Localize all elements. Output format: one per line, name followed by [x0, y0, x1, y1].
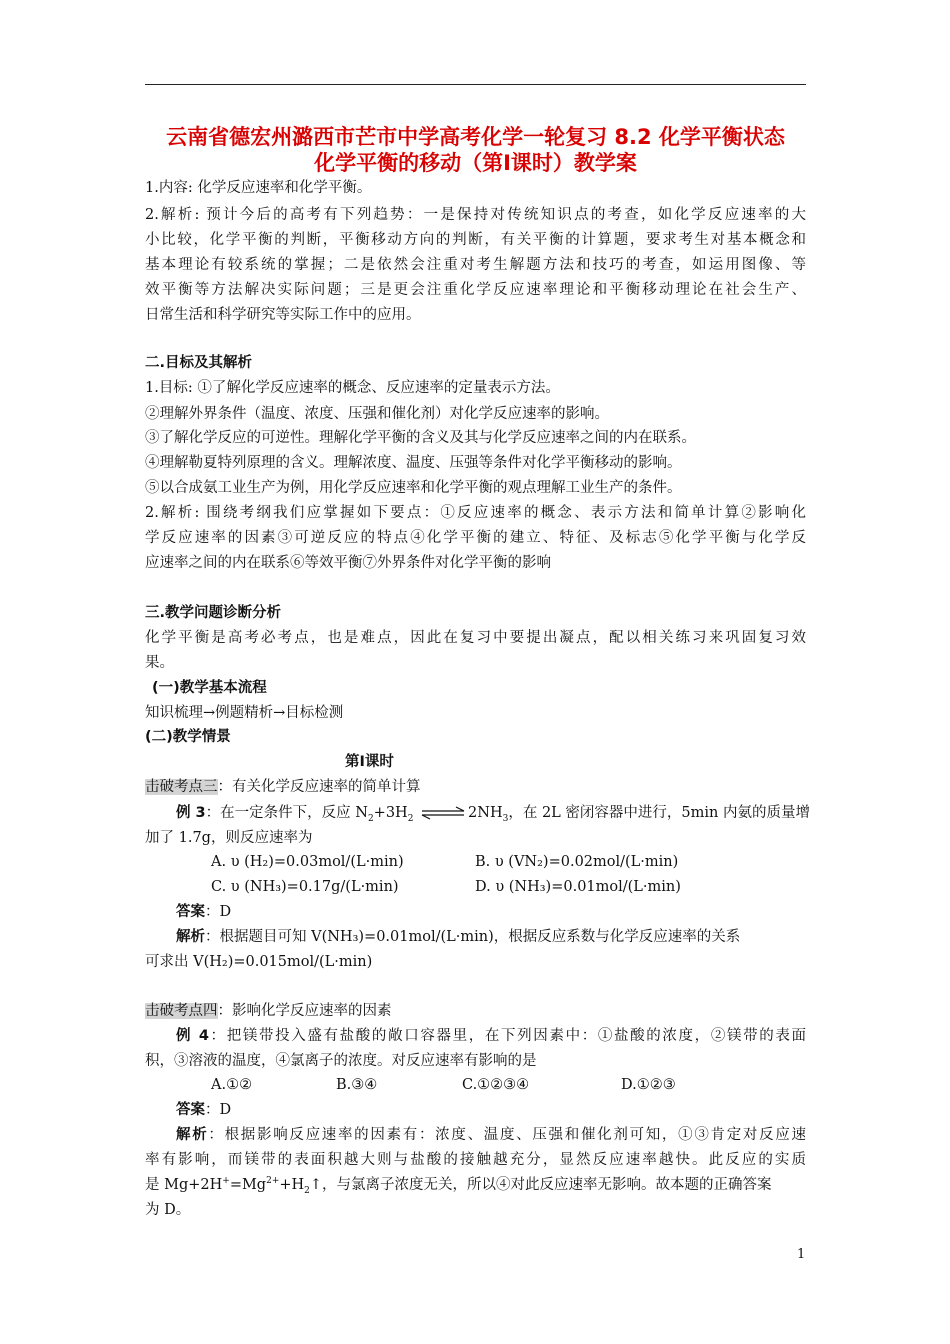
example4-question-cont: 积，③溶液的温度，④氯离子的浓度。对反应速率有影响的是: [145, 1053, 537, 1069]
flow-line: 知识梳理→例题精析→目标检测: [145, 705, 344, 721]
example4-answer: 答案：D: [176, 1102, 232, 1118]
diagnosis-line: 果。: [145, 655, 174, 671]
analysis-line: 2.解析: 预计今后的高考有下列趋势：一是保持对传统知识点的考查，如化学反应速率的大: [145, 207, 806, 223]
analysis-line: 效平衡等方法解决实际问题；三是更会注重化学反应速率理论和平衡移动理论在社会生产、: [145, 282, 806, 298]
option-b: B. υ (VN₂)=0.02mol/(L·min): [475, 854, 679, 870]
flow-heading: (一)教学基本流程: [152, 680, 267, 696]
section-heading-diagnosis: 三.教学问题诊断分析: [145, 605, 282, 621]
goal-line: ④理解勒夏特列原理的含义。理解浓度、温度、压强等条件对化学平衡移动的影响。: [145, 455, 682, 471]
example3-question: 例 3：在一定条件下，反应 $N_2+3H_2$ $2NH_3$，在 2L 密闭容器中进行，5min 内氨的质量增: [176, 805, 810, 824]
example3-analysis-cont: 可求出 V(H₂)=0.015mol/(L·min): [145, 954, 373, 970]
point4-tag: 击破考点四: [145, 1003, 218, 1019]
goal-line: ②理解外界条件（温度、浓度、压强和催化剂）对化学反应速率的影响。: [145, 406, 609, 422]
option-a: A.①②: [211, 1077, 253, 1093]
example4-analysis: 解析：根据影响反应速率的因素有：浓度、温度、压强和催化剂可知，①③肯定对反应速: [176, 1127, 807, 1143]
goal-analysis-line: 2.解析: 围绕考纲我们应掌握如下要点：①反应速率的概念、表示方法和简单计算②影响化: [145, 505, 806, 521]
point3-header: [145, 777, 806, 797]
point3-tag: 击破考点三: [145, 779, 218, 795]
option-d: D. υ (NH₃)=0.01mol/(L·min): [475, 879, 681, 895]
goal-line: ⑤以合成氨工业生产为例，用化学反应速率和化学平衡的观点理解工业生产的条件。: [145, 480, 682, 496]
scene-heading: (二)教学情景: [145, 729, 231, 745]
header-rule: [145, 84, 806, 85]
page-number: 1: [797, 1247, 806, 1262]
analysis-line: 基本理论有较系统的掌握；二是依然会注重对考生解题方法和技巧的考查，如运用图像、等: [145, 257, 806, 273]
content-line: 1.内容: 化学反应速率和化学平衡。: [145, 180, 372, 196]
example4-label: 例 4: [176, 1028, 209, 1044]
point4-topic: ：影响化学反应速率的因素: [217, 1003, 392, 1019]
option-b: B.③④: [336, 1077, 378, 1093]
analysis-line: 小比较，化学平衡的判断，平衡移动方向的判断，有关平衡的计算题，要求考生对基本概念和: [145, 232, 806, 248]
goal-analysis-line: 学反应速率的因素③可逆反应的特点④化学平衡的建立、特征、及标志⑤化学平衡与化学反: [145, 530, 806, 546]
lesson-heading: 第Ⅰ课时: [345, 754, 394, 770]
example3-question-cont: 加了 1.7g，则反应速率为: [145, 830, 313, 846]
option-d: D.①②③: [621, 1077, 676, 1093]
example3-analysis: 解析：根据题目可知 V(NH₃)=0.01mol/(L·min)，根据反应系数与化学反应速率的关系: [176, 929, 741, 945]
goal-line: 1.目标: ①了解化学反应速率的概念、反应速率的定量表示方法。: [145, 380, 560, 396]
goal-analysis-line: 应速率之间的内在联系⑥等效平衡⑦外界条件对化学平衡的影响: [145, 555, 551, 571]
option-a: A. υ (H₂)=0.03mol/(L·min): [211, 854, 404, 870]
document-title-line-1: 云南省德宏州潞西市芒市中学高考化学一轮复习 8.2 化学平衡状态: [166, 125, 785, 149]
option-c: C. υ (NH₃)=0.17g/(L·min): [211, 879, 399, 895]
document-title-line-2: 化学平衡的移动（第Ⅰ课时）教学案: [314, 151, 637, 175]
example4-analysis-cont: 为 D。: [145, 1202, 191, 1218]
example3-answer: 答案：D: [176, 904, 232, 920]
diagnosis-line: 化学平衡是高考必考点，也是难点，因此在复习中要提出凝点，配以相关练习来巩固复习效: [145, 630, 806, 646]
analysis-line: 日常生活和科学研究等实际工作中的应用。: [145, 307, 421, 323]
goal-line: ③了解化学反应的可逆性。理解化学平衡的含义及其与化学反应速率之间的内在联系。: [145, 430, 696, 446]
option-c: C.①②③④: [462, 1077, 530, 1093]
example4-question: 例 4：把镁带投入盛有盐酸的敞口容器里，在下列因素中：①盐酸的浓度，②镁带的表面: [176, 1028, 807, 1044]
section-heading-goals: 二.目标及其解析: [145, 355, 253, 371]
example3-label: 例 3: [176, 805, 206, 821]
example4-analysis-cont: 率有影响，而镁带的表面积越大则与盐酸的接触越充分，显然反应速率越快。此反应的实质: [145, 1152, 806, 1168]
reversible-arrow-icon: [420, 806, 466, 820]
point3-topic: ：有关化学反应速率的简单计算: [217, 779, 421, 795]
example4-analysis-cont: 是 $Mg+2H^+=Mg^{2+}+H_2↑$，与氯离子浓度无关，所以④对此反应速率无影响。故本题的正确答案: [145, 1176, 772, 1196]
point4-header: [145, 1001, 806, 1021]
